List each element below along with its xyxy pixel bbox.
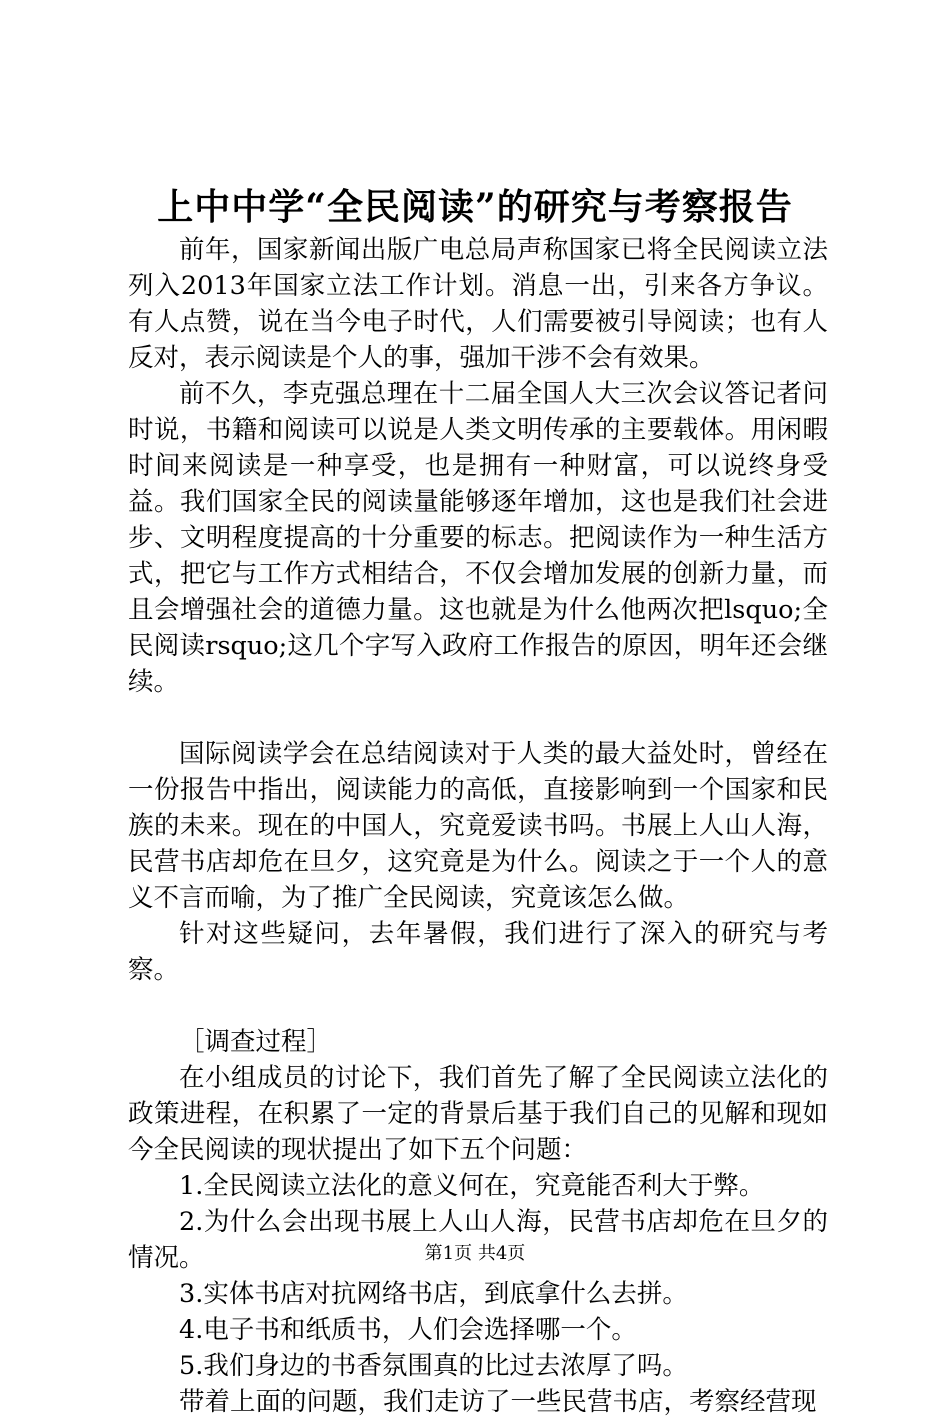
document-title: 上中中学“全民阅读”的研究与考察报告: [157, 186, 793, 228]
list-item-3: 3.实体书店对抗网络书店，到底拿什么去拼。: [179, 1279, 688, 1309]
paragraph-intro: 前年，国家新闻出版广电总局声称国家已将全民阅读立法列入2013年国家立法工作计划。消息一出，引来各方争议。有人点赞，说在当今电子时代，人们需要被引导阅读；也有人反对，表示阅读是个人的事，强加干涉不会有效果。: [128, 235, 828, 373]
list-item-4: 4.电子书和纸质书，人们会选择哪一个。: [179, 1315, 637, 1345]
paragraph-spacer: [128, 988, 828, 1024]
list-item-1: 1.全民阅读立法化的意义何在，究竟能否利大于弊。: [179, 1171, 765, 1201]
list-item-5: 5.我们身边的书香氛围真的比过去浓厚了吗。: [179, 1351, 688, 1381]
paragraph-spacer: [128, 700, 828, 736]
section-heading: ［调查过程］: [179, 1027, 333, 1057]
paragraph-process: 在小组成员的讨论下，我们首先了解了全民阅读立法化的政策进程，在积累了一定的背景后基于我们自己的见解和现如今全民阅读的现状提出了如下五个问题：: [128, 1063, 828, 1165]
paragraph-premier: 前不久，李克强总理在十二届全国人大三次会议答记者问时说，书籍和阅读可以说是人类文明传承的主要载体。用闲暇时间来阅读是一种享受，也是拥有一种财富，可以说终身受益。我们国家全民的阅读量能够逐年增加，这也是我们社会进步、文明程度提高的十分重要的标志。把阅读作为一种生活方式，把它与工作方式相结合，不仅会增加发展的创新力量，而且会增强社会的道德力量。这也就是为什么他两次把lsquo;全民阅读rsquo;这几个字写入政府工作报告的原因，明年还会继续。: [128, 379, 828, 697]
paragraph-international: 国际阅读学会在总结阅读对于人类的最大益处时，曾经在一份报告中指出，阅读能力的高低，直接影响到一个国家和民族的未来。现在的中国人，究竟爱读书吗。书展上人山人海，民营书店却危在旦夕，这究竟是为什么。阅读之于一个人的意义不言而喻，为了推广全民阅读，究竟该怎么做。: [128, 739, 828, 913]
list-item-2: 2.为什么会出现书展上人山人海，民营书店却危在旦夕的情况。: [128, 1207, 828, 1273]
paragraph-visits: 带着上面的问题，我们走访了一些民营书店，考察经营现: [179, 1387, 817, 1417]
page-footer: 第1页 共4页: [424, 1243, 526, 1264]
paragraph-questions-intro: 针对这些疑问，去年暑假，我们进行了深入的研究与考察。: [128, 919, 828, 985]
